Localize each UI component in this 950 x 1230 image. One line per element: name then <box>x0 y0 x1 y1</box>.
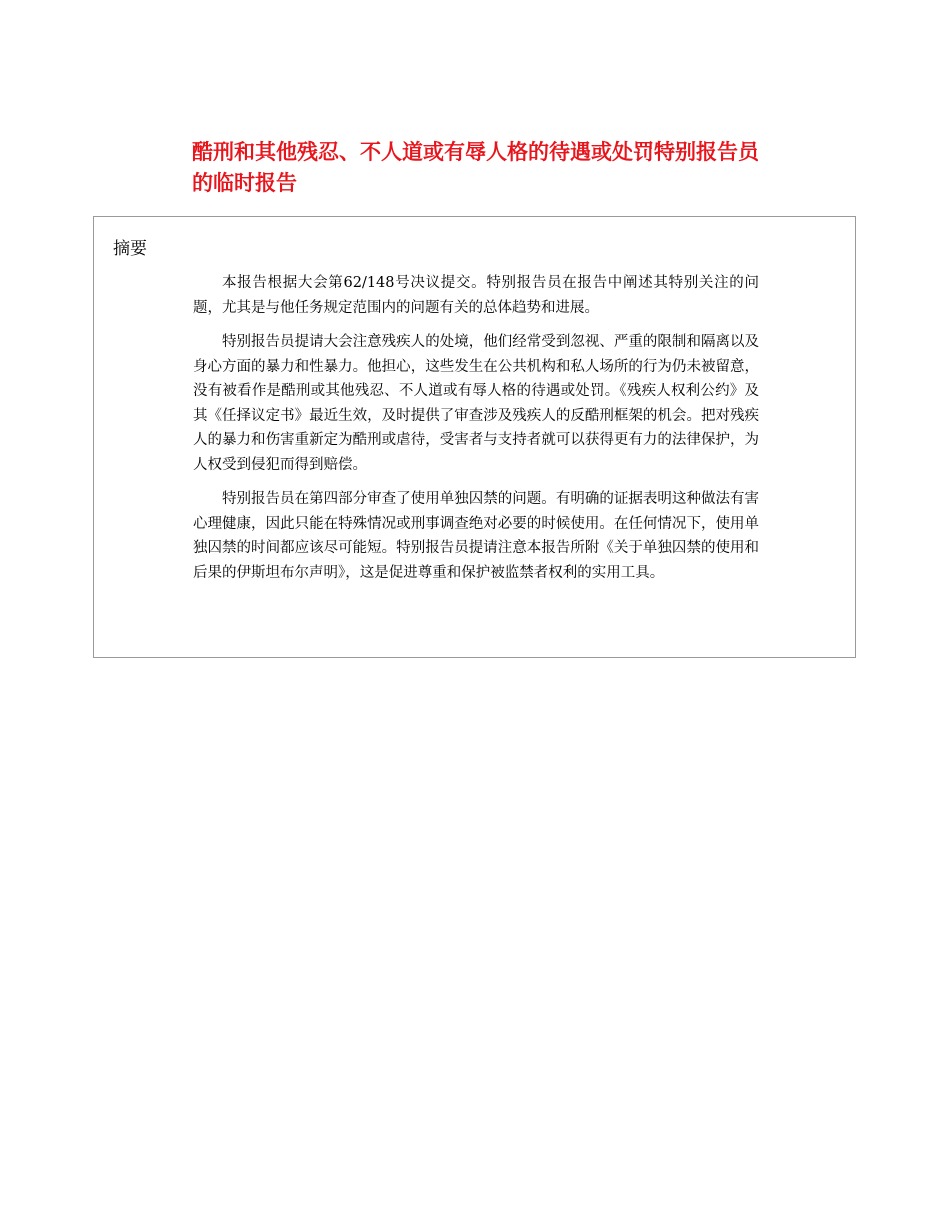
summary-paragraph-1: 本报告根据大会第62/148号决议提交。特别报告员在报告中阐述其特别关注的问题，尤其是与他任务规定范围内的问题有关的总体趋势和进展。 <box>193 275 759 316</box>
summary-paragraph-3: 特别报告员在第四部分审查了使用单独囚禁的问题。有明确的证据表明这种做法有害心理健康，因此只能在特殊情况或刑事调查绝对必要的时候使用。在任何情况下，使用单独囚禁的时间都应该尽可能短。特别报告员提请注意本报告所附《关于单独囚禁的使用和后果的伊斯坦布尔声明》，这是促进尊重和保护被监禁者权利的实用工具。 <box>193 491 759 581</box>
summary-box <box>93 216 856 658</box>
summary-heading: 摘要 <box>113 239 147 259</box>
document-title: 酷刑和其他残忍、不人道或有辱人格的待遇或处罚特别报告员的临时报告 <box>192 140 759 195</box>
summary-body <box>193 271 759 595</box>
summary-paragraph-2: 特别报告员提请大会注意残疾人的处境，他们经常受到忽视、严重的限制和隔离以及身心方面的暴力和性暴力。他担心，这些发生在公共机构和私人场所的行为仍未被留意，没有被看作是酷刑或其他残忍、不人道或有辱人格的待遇或处罚。《残疾人权利公约》及其《任择议定书》最近生效，及时提供了审查涉及残疾人的反酷刑框架的机会。把对残疾人的暴力和伤害重新定为酷刑或虐待，受害者与支持者就可以获得更有力的法律保护，为人权受到侵犯而得到赔偿。 <box>193 334 759 473</box>
